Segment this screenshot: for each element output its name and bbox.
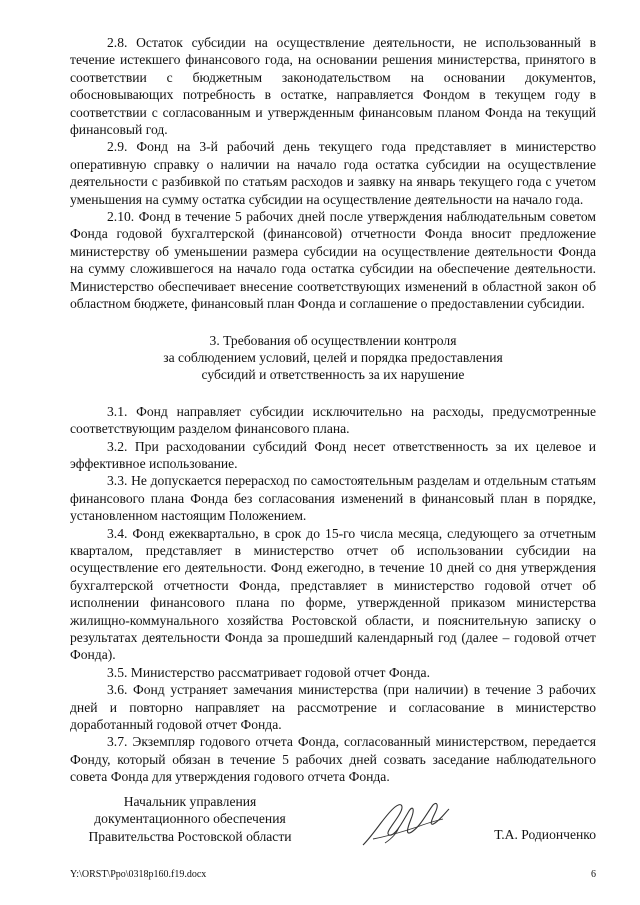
signatory-title-line: Начальник управления bbox=[123, 794, 257, 809]
section-3-heading-line: 3. Требования об осуществлении контроля bbox=[209, 332, 457, 348]
signatory-title-line: документационного обеспечения bbox=[94, 811, 286, 827]
paragraph-2-8: 2.8. Остаток субсидии на осуществление деятельности, не использованный в течение истекшего финансового года, на основании решения министерства, принятого в соответствии с бюджетным законодательством на основании документов, обосновывающих потребность в остатке, направляется Фондом в текущем году в соответствии с согласованным и утвержденным финансовым планом Фонда на текущий финансовый год. bbox=[70, 35, 596, 138]
paragraph-2-10: 2.10. Фонд в течение 5 рабочих дней после утверждения наблюдательным советом Фонда годовой бухгалтерской (финансовой) отчетности Фонда вносит предложение министерству об уменьшении размера субсидии на осуществление деятельности Фонда на сумму сложившегося на начало года остатка субсидии на обеспечение деятельности. Министерство обеспечивает внесение соответствующих изменений в областной закон об областном бюджете, финансовый план Фонда и соглашение о предоставлении субсидии. bbox=[70, 209, 596, 312]
signatory-title bbox=[70, 793, 310, 845]
document-page bbox=[70, 34, 596, 786]
paragraph-3-4: 3.4. Фонд ежеквартально, в срок до 15-го числа месяца, следующего за отчетным кварталом, представляет в министерство отчет об использовании субсидии на осуществление его деятельности. Фонд ежегодно, в течение 10 дней со дня утверждения бухгалтерской отчетности Фонда, представляет в министерство годовой отчет об исполнении финансового плана по форме, утвержденной приказом министерства жилищно-коммунального хозяйства Ростовской области, и пояснительную записку о результатах деятельности Фонда за прошедший календарный год (далее – годовой отчет Фонда). bbox=[70, 525, 596, 663]
section-3-heading-line: субсидий и ответственность за их нарушение bbox=[201, 367, 465, 383]
handwritten-signature bbox=[355, 793, 451, 853]
paragraph-3-5: 3.5. Министерство рассматривает годовой отчет Фонда. bbox=[107, 664, 430, 680]
paragraph-3-1: 3.1. Фонд направляет субсидии исключительно на расходы, предусмотренные соответствующим разделом финансового плана. bbox=[70, 403, 596, 437]
section-3-heading-line: за соблюдением условий, целей и порядка предоставления bbox=[163, 349, 503, 365]
paragraph-2-9: 2.9. Фонд на 3-й рабочий день текущего года представляет в министерство оперативную справку о наличии на начало года остатка субсидии на осуществление деятельности с разбивкой по статьям расходов и заявку на январь текущего года с учетом уменьшения на сумму остатка субсидии на осуществление деятельности на начало года. bbox=[70, 139, 596, 207]
section-3-heading bbox=[70, 332, 596, 384]
paragraph-3-2: 3.2. При расходовании субсидий Фонд несет ответственность за их целевое и эффективное использование. bbox=[70, 438, 596, 471]
signatory-title-line: Правительства Ростовской области bbox=[88, 828, 292, 844]
signatory-name: Т.А. Родионченко bbox=[494, 827, 596, 842]
file-path: Y:\ORST\Ppo\0318p160.f19.docx bbox=[70, 869, 207, 880]
paragraph-3-7: 3.7. Экземпляр годового отчета Фонда, согласованный министерством, передается Фонду, который обязан в течение 5 рабочих дней созвать заседание наблюдательного совета Фонда для утверждения годового отчета Фонда. bbox=[70, 734, 596, 785]
paragraph-3-3: 3.3. Не допускается перерасход по самостоятельным разделам и отдельным статьям финансового плана Фонда без согласования изменений в финансовый план в порядке, установленном настоящим Положением. bbox=[70, 473, 596, 524]
signature-block bbox=[70, 793, 596, 853]
paragraph-3-6: 3.6. Фонд устраняет замечания министерства (при наличии) в течение 3 рабочих дней и повторно направляет на рассмотрение и согласование в министерство доработанный годовой отчет Фонда. bbox=[70, 682, 596, 733]
page-number: 6 bbox=[591, 869, 596, 880]
